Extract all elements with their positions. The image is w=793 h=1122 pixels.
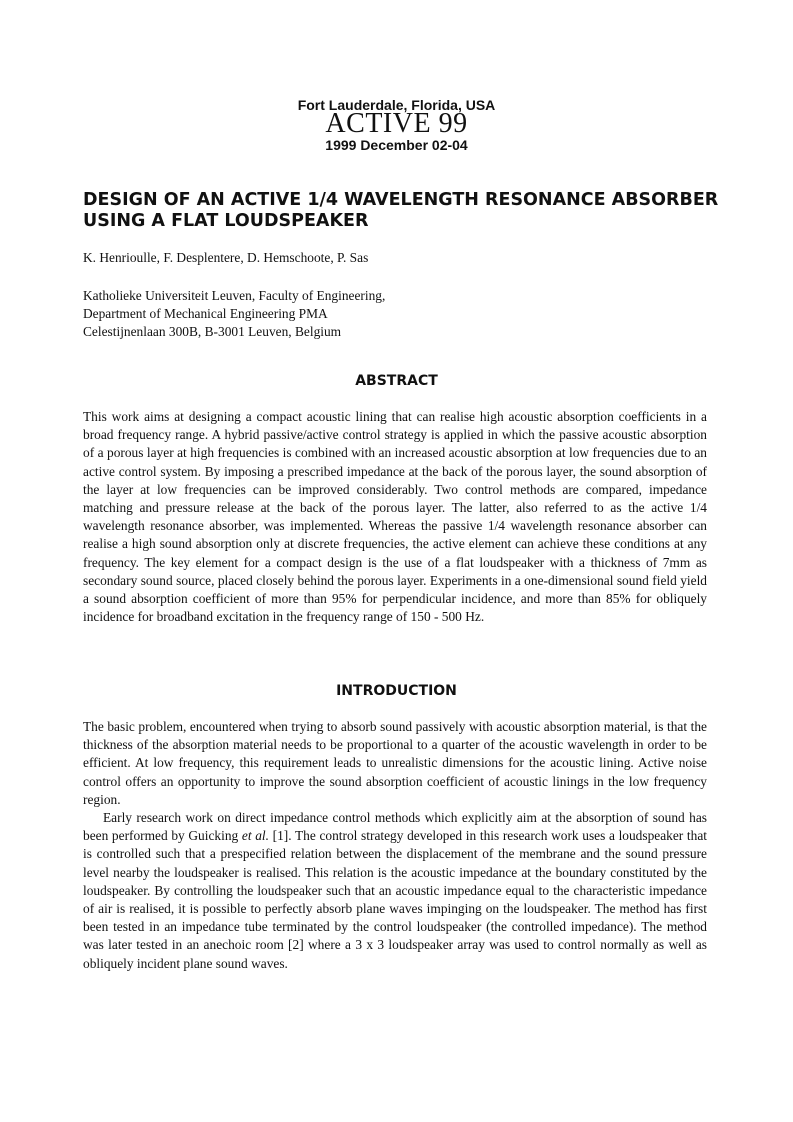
et-al-text: et al. — [241, 828, 269, 844]
paragraph-text: Early research work on direct impedance control methods which explicitly aim at the absorption of sound has been performed by Guicking — [83, 810, 707, 844]
conference-location: Fort Lauderdale, Florida, USA — [297, 97, 496, 113]
introduction-paragraph — [83, 809, 707, 973]
paper-title: DESIGN OF AN ACTIVE 1/4 WAVELENGTH RESONANCE ABSORBER USING A FLAT LOUDSPEAKER — [83, 190, 719, 231]
paragraph-text: [1]. The control strategy developed in this research work uses a loudspeaker that is controlled such that a prespecified relation between the displacement of the membrane and the sound pressure level nearby the loudspeaker is realised. This relation is the acoustic impedance at the boundary constituted by the loudspeaker. By controlling the loudspeaker such that an acoustic impedance equal to the characteristic impedance of air is realised, it is possible to perfectly absorb plane waves impinging on the loudspeaker. The method has first been tested in an impedance tube terminated by the control loudspeaker (the controlled impedance). The method was later tested in an anechoic room [2] where a 3 x 3 loudspeaker array was used to control normally as well as obliquely incident plane sound waves. — [83, 828, 707, 971]
affiliation-line: Celestijnenlaan 300B, B-3001 Leuven, Belgium — [83, 324, 342, 339]
introduction-heading: INTRODUCTION — [336, 683, 457, 699]
affiliation — [83, 287, 385, 341]
conference-date: 1999 December 02-04 — [325, 137, 468, 153]
conference-name: ACTIVE 99 — [325, 108, 468, 139]
introduction-paragraph: The basic problem, encountered when trying to absorb sound passively with acoustic absorption material, is that the thickness of the absorption material needs to be proportional to a quarter of the acoustic wavelength in order to be efficient. At low frequency, this requirement leads to unrealistic dimensions for the acoustic lining. Active noise control offers an opportunity to improve the sound absorption coefficient of acoustic linings in the low frequency region. — [83, 719, 707, 807]
abstract-heading: ABSTRACT — [355, 373, 438, 389]
author-list: K. Henrioulle, F. Desplentere, D. Hemschoote, P. Sas — [83, 250, 369, 265]
abstract-text: This work aims at designing a compact acoustic lining that can realise high acoustic absorption coefficients in a broad frequency range. A hybrid passive/active control strategy is applied in which the passive acoustic absorption of a porous layer at high frequencies is combined with an increased acoustic absorption at low frequencies due to an active control system. By imposing a prescribed impedance at the back of the porous layer, the sound absorption of the layer at low frequencies can be improved considerably. Two control methods are compared, impedance matching and pressure release at the back of the porous layer. The latter, also referred to as the active 1/4 wavelength resonance absorber, was implemented. Whereas the passive 1/4 wavelength resonance absorber can realise a high sound absorption only at discrete frequencies, the active element can achieve these conditions at any frequency. The key element for a compact design is the use of a flat loudspeaker with a thickness of 7mm as secondary sound source, placed closely behind the porous layer. Experiments in a one-dimensional sound field yield a sound absorption coefficient of more than 95% for perpendicular incidence, and more than 85% for obliquely incidence for broadband excitation in the frequency range of 150 - 500 Hz. — [83, 409, 707, 625]
affiliation-line: Department of Mechanical Engineering PMA — [83, 306, 328, 321]
affiliation-line: Katholieke Universiteit Leuven, Faculty of Engineering, — [83, 288, 386, 303]
